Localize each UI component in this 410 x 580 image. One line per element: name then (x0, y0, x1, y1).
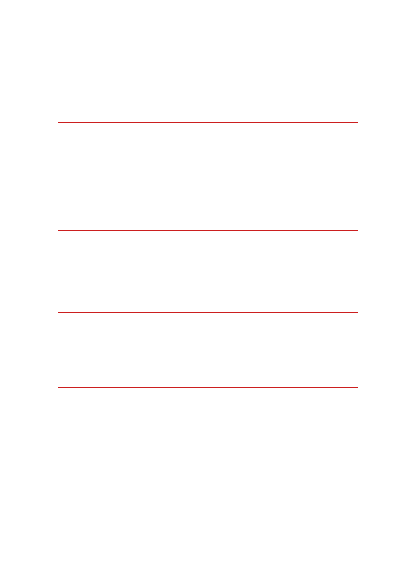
section-body-4 (58, 405, 358, 555)
section-title-4 (58, 385, 358, 388)
section-title-3 (58, 310, 358, 313)
section-body-3 (58, 330, 358, 370)
section-body-1 (58, 140, 358, 210)
section-title-1 (58, 120, 358, 123)
intro-paragraph (58, 26, 358, 86)
section-title-2 (58, 228, 358, 231)
section-body-2 (58, 248, 358, 318)
